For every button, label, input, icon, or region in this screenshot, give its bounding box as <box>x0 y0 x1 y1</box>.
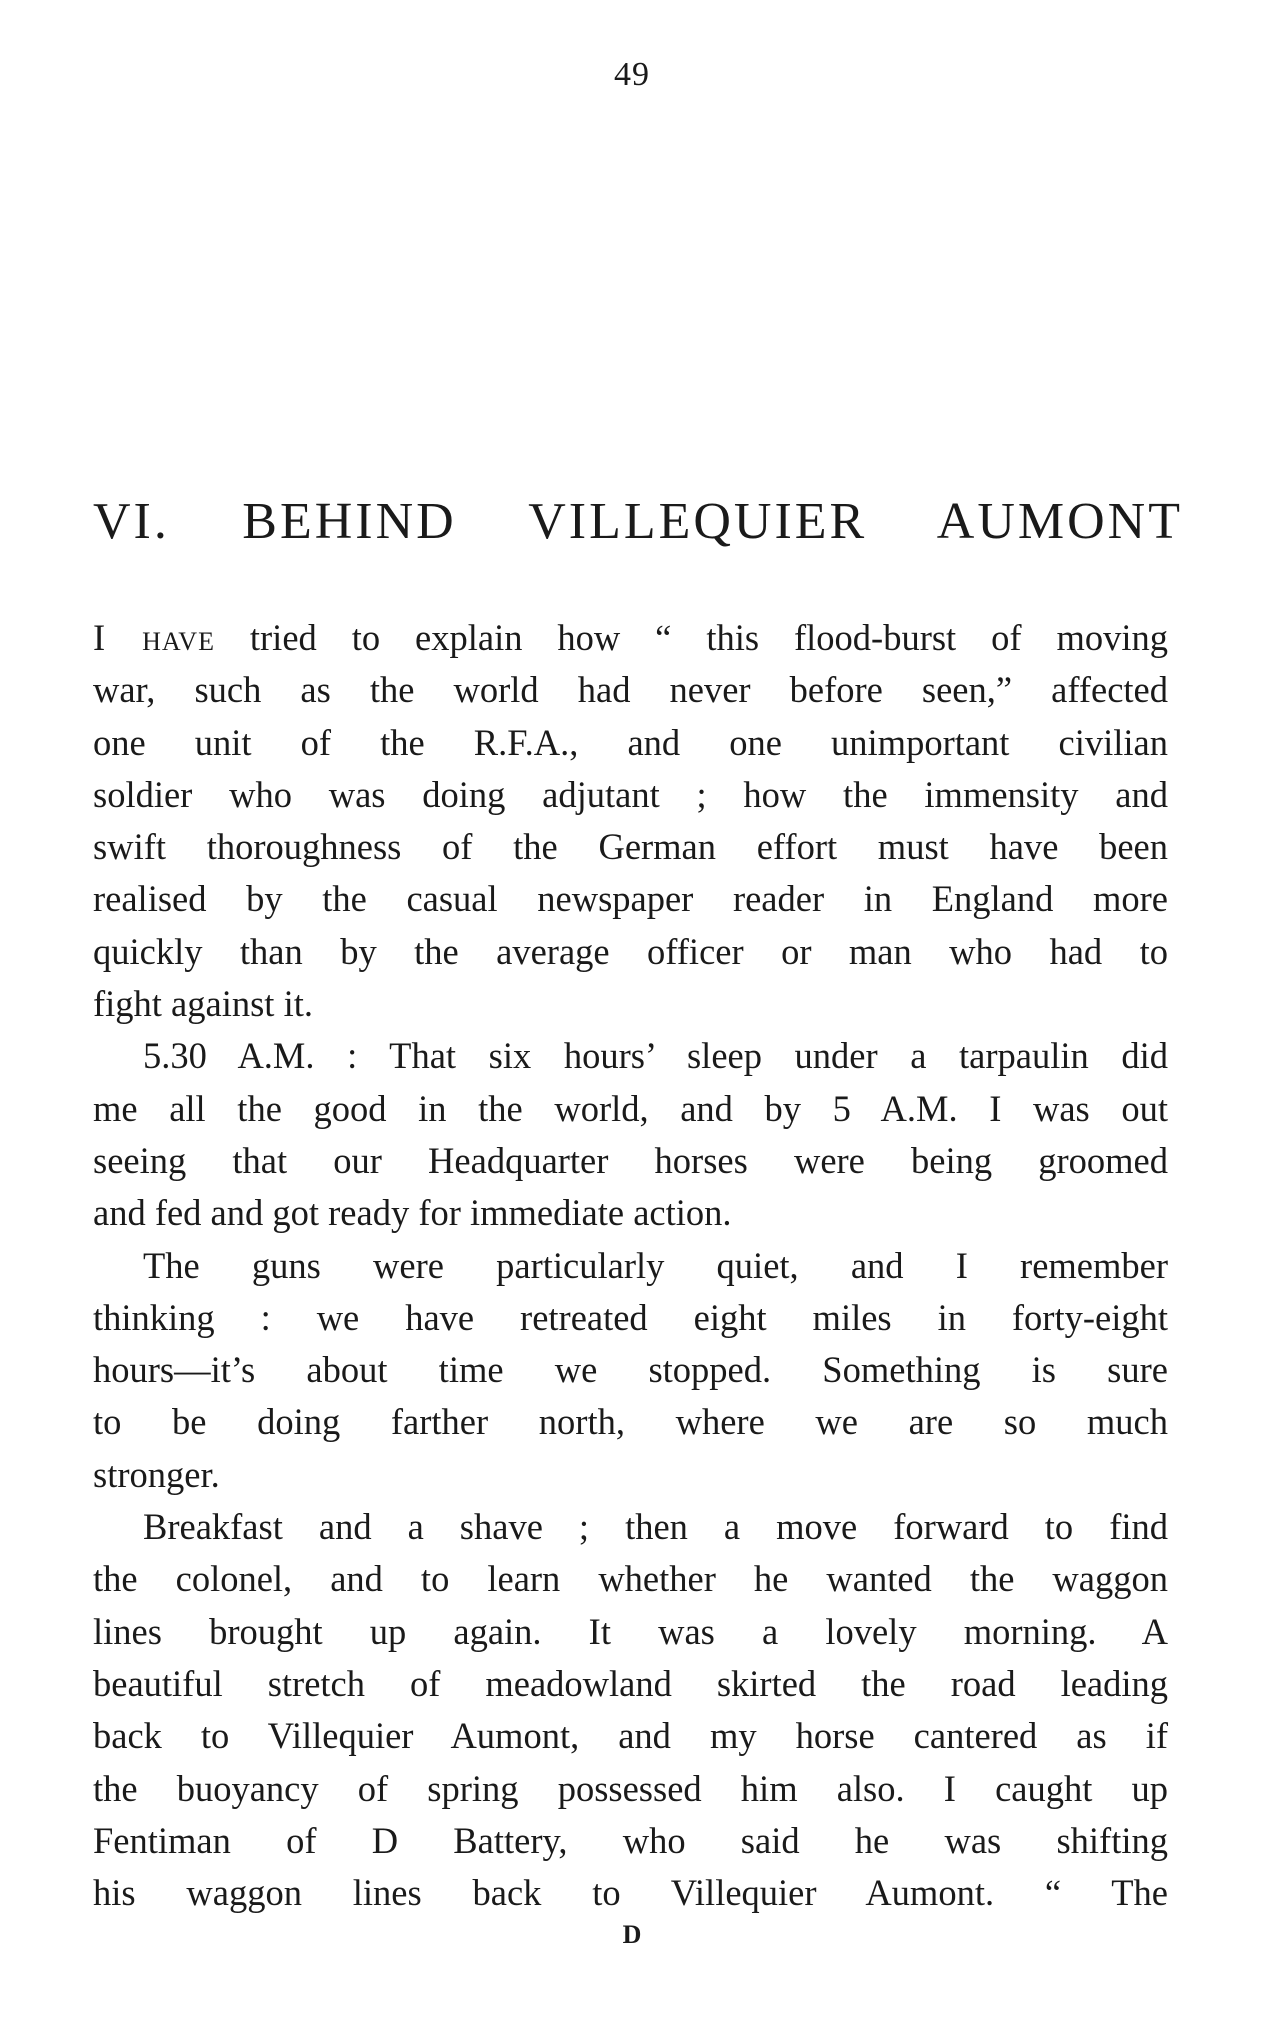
text-line <box>93 1553 1168 1605</box>
text-line <box>93 1867 1168 1919</box>
line-text: and fed and got ready for immediate action. <box>93 1192 732 1234</box>
line-text: back to Villequier Aumont, and my horse cantered as if <box>93 1715 1168 1757</box>
signature-mark: D <box>622 1920 642 1949</box>
text-line <box>93 1815 1168 1867</box>
text-line <box>93 1606 1168 1658</box>
text-line <box>93 1344 1168 1396</box>
page-number: 49 <box>614 56 650 93</box>
line-text: Breakfast and a shave ; then a move forward to find <box>143 1506 1168 1548</box>
text-line <box>93 1396 1168 1448</box>
text-line <box>93 717 1168 769</box>
text-line <box>93 821 1168 873</box>
text-line <box>93 926 1168 978</box>
line-text: lines brought up again. It was a lovely morning. A <box>93 1610 1168 1652</box>
line-text: tried to explain how “ this flood-burst of moving <box>214 617 1168 658</box>
line-text: the colonel, and to learn whether he wanted the waggon <box>93 1558 1168 1600</box>
line-text: beautiful stretch of meadowland skirted the road leading <box>93 1662 1168 1704</box>
line-text: the buoyancy of spring possessed him also. I caught up <box>93 1767 1168 1809</box>
line-text: realised by the casual newspaper reader in England more <box>93 878 1168 920</box>
chapter-title: VI. BEHIND VILLEQUIER AUMONT <box>93 493 1183 550</box>
body-text <box>93 612 1168 1919</box>
text-line <box>93 1187 1168 1239</box>
text-line <box>93 1135 1168 1187</box>
text-line <box>93 978 1168 1030</box>
line-text: quickly than by the average officer or man who had to <box>93 930 1168 972</box>
line-text: me all the good in the world, and by 5 A.M. I was out <box>93 1087 1168 1129</box>
line-text: soldier who was doing adjutant ; how the immensity and <box>93 773 1168 815</box>
text-line <box>93 1763 1168 1815</box>
text-line <box>93 612 1168 664</box>
line-text: Fentiman of D Battery, who said he was shifting <box>93 1819 1168 1861</box>
text-line <box>93 664 1168 716</box>
line-text: seeing that our Headquarter horses were being groomed <box>93 1139 1168 1181</box>
text-line <box>93 1240 1168 1292</box>
text-line <box>93 1030 1168 1082</box>
line-text: 5.30 A.M. : That six hours’ sleep under a tarpaulin did <box>143 1035 1168 1077</box>
line-text: swift thoroughness of the German effort must have been <box>93 826 1168 868</box>
text-line <box>93 769 1168 821</box>
line-text: war, such as the world had never before seen,” affected <box>93 669 1168 711</box>
line-text: thinking : we have retreated eight miles in forty-eight <box>93 1296 1168 1338</box>
text-line <box>93 1083 1168 1135</box>
line-text: fight against it. <box>93 983 313 1025</box>
text-line <box>93 1292 1168 1344</box>
text-line <box>93 1710 1168 1762</box>
line-text: to be doing farther north, where we are so much <box>93 1401 1168 1443</box>
line-text: stronger. <box>93 1453 220 1495</box>
line-text: his waggon lines back to Villequier Aumont. “ The <box>93 1872 1168 1914</box>
line-text: one unit of the R.F.A., and one unimportant civilian <box>93 721 1168 763</box>
text-line <box>93 1449 1168 1501</box>
text-line <box>93 1658 1168 1710</box>
text-line <box>93 873 1168 925</box>
text-line <box>93 1501 1168 1553</box>
opening-small-caps: I have <box>93 617 215 658</box>
line-text: The guns were particularly quiet, and I remember <box>143 1244 1168 1286</box>
line-text: hours—it’s about time we stopped. Something is sure <box>93 1349 1168 1391</box>
